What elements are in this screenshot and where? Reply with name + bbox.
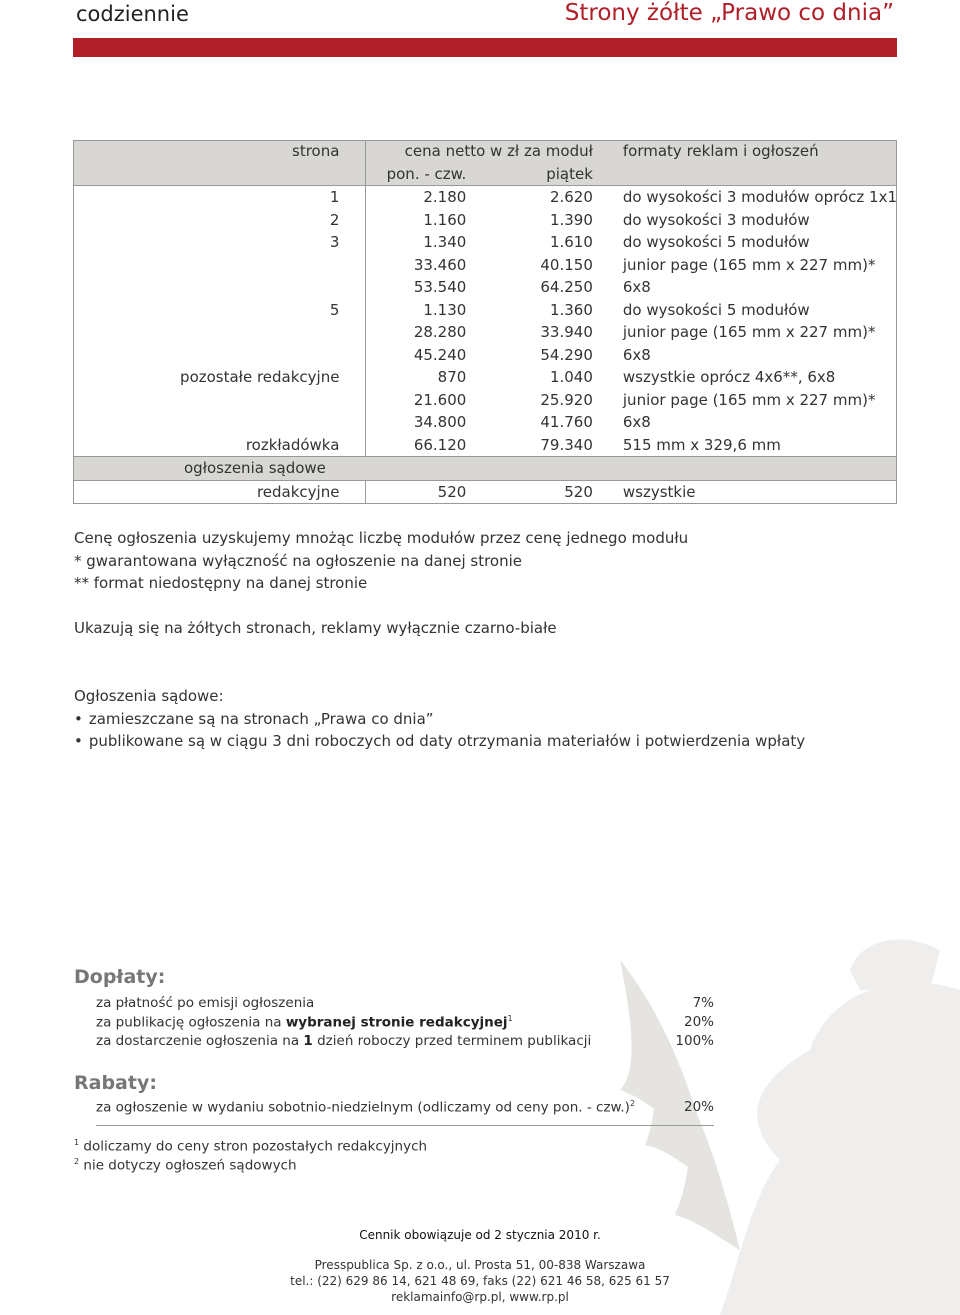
table-row: 2 1.160 1.390 do wysokości 3 modułów	[73, 209, 897, 232]
doplaty-title: Dopłaty:	[74, 966, 166, 988]
col-header-cena: cena netto w zł za moduł	[366, 140, 593, 163]
section-ogloszenia-sadowe: ogłoszenia sądowe	[73, 457, 897, 481]
table-row: 53.540 64.250 6x8	[73, 276, 897, 299]
note-heading: Ogłoszenia sądowe:	[74, 687, 224, 705]
rabaty-row: za ogłoszenie w wydaniu sobotnio-niedzielnym (odliczamy od ceny pon. - czw.)$^2$ 20%	[96, 1099, 714, 1116]
doplaty-row: za płatność po emisji ogłoszenia 7%	[96, 995, 714, 1011]
footer-contact: reklamainfo@rp.pl, www.rp.pl	[391, 1290, 569, 1304]
col-header-piatek: piątek	[469, 163, 593, 186]
note-text: Cenę ogłoszenia uzyskujemy mnożąc liczbę modułów przez cenę jednego modułu	[74, 529, 689, 547]
table-row: 45.240 54.290 6x8	[73, 344, 897, 367]
header-bar	[73, 38, 897, 57]
divider	[96, 1125, 714, 1126]
notes-block	[74, 527, 688, 595]
note-text: Ukazują się na żółtych stronach, reklamy wyłącznie czarno-białe	[74, 619, 557, 637]
price-table	[73, 140, 897, 504]
col-header-formaty: formaty reklam i ogłoszeń	[593, 140, 897, 163]
table-row: 21.600 25.920 junior page (165 mm x 227 mm)*	[73, 389, 897, 412]
table-subheader-row	[73, 163, 897, 186]
table-row: 1 2.180 2.620 do wysokości 3 modułów oprócz 1x1	[73, 186, 897, 209]
validity-note: Cennik obowiązuje od 2 stycznia 2010 r.	[359, 1228, 601, 1242]
footnote: $^1$ doliczamy do ceny stron pozostałych redakcyjnych	[74, 1138, 428, 1155]
doplaty-row: za dostarczenie ogłoszenia na 1 dzień roboczy przed terminem publikacji 100%	[96, 1033, 714, 1049]
table-section-row	[73, 457, 897, 481]
doplaty-row: za publikację ogłoszenia na wybranej stronie redakcyjnej$^1$ 20%	[96, 1014, 714, 1031]
table-row: 33.460 40.150 junior page (165 mm x 227 mm)*	[73, 254, 897, 277]
sadowe-notes	[74, 685, 805, 753]
table-row: rozkładówka 66.120 79.340 515 mm x 329,6 mm	[73, 434, 897, 457]
rabaty-title: Rabaty:	[74, 1072, 157, 1094]
page-title: Strony żółte „Prawo co dnia”	[564, 0, 894, 26]
table-row: 34.800 41.760 6x8	[73, 411, 897, 434]
bullet-item: • zamieszczane są na stronach „Prawa co dnia”	[74, 708, 805, 731]
note-text: ** format niedostępny na danej stronie	[74, 574, 368, 592]
table-header-row	[73, 140, 897, 163]
col-header-pon-czw: pon. - czw.	[366, 163, 469, 186]
col-header-strona: strona	[73, 140, 366, 163]
footer-address: Presspublica Sp. z o.o., ul. Prosta 51, 00-838 Warszawa	[314, 1258, 646, 1272]
section-label: codziennie	[76, 2, 189, 26]
bullet-item: • publikowane są w ciągu 3 dni roboczych od daty otrzymania materiałów i potwierdzenia wpłaty	[74, 730, 805, 753]
table-row: pozostałe redakcyjne 870 1.040 wszystkie oprócz 4x6**, 6x8	[73, 366, 897, 389]
table-row: 28.280 33.940 junior page (165 mm x 227 mm)*	[73, 321, 897, 344]
table-row: 3 1.340 1.610 do wysokości 5 modułów	[73, 231, 897, 254]
footnote: $^2$ nie dotyczy ogłoszeń sądowych	[74, 1157, 297, 1174]
table-row: 5 1.130 1.360 do wysokości 5 modułów	[73, 299, 897, 322]
table-row: redakcyjne 520 520 wszystkie	[73, 480, 897, 504]
note-text: * gwarantowana wyłączność na ogłoszenie na danej stronie	[74, 551, 522, 570]
footer-phones: tel.: (22) 629 86 14, 621 48 69, faks (22) 621 46 58, 625 61 57	[290, 1274, 670, 1288]
